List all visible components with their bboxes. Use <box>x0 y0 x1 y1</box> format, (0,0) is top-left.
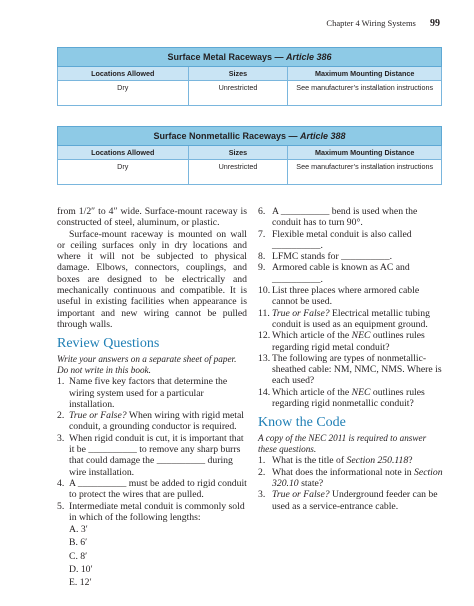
table-title: Surface Nonmetallic Raceways — Article 388 <box>58 127 442 146</box>
review-question-list <box>57 376 247 523</box>
answer-option: D. 10′ <box>69 564 93 576</box>
question-item: 3. When rigid conduit is cut, it is important that it be __________ to remove any sharp burrs that could damage the __________ during wire installation. <box>57 432 244 478</box>
table-cell: Dry <box>58 81 189 106</box>
question-item: 13. The following are types of nonmetallic-sheathed cable: NM, NMC, NMS. Where is each used? <box>258 352 442 387</box>
question-item: 9. Armored cable is known as AC and __________. <box>258 262 410 285</box>
answer-option: E. 12′ <box>69 577 92 589</box>
review-instructions: Write your answers on a separate sheet of paper. Do not write in this book. <box>57 354 237 375</box>
question-item: 3. True or False? Underground feeder can be used as a service-entrance cable. <box>258 489 438 512</box>
surface-metal-raceways-table <box>57 47 442 106</box>
question-item: 2. True or False? When wiring with rigid metal conduit, a grounding conductor is required. <box>57 410 244 433</box>
table-cell: See manufacturer’s installation instructions <box>288 160 442 185</box>
review-questions-heading: Review Questions <box>57 336 160 352</box>
answer-option: A. 3′ <box>69 524 88 536</box>
column-header: Maximum Mounting Distance <box>288 67 442 81</box>
question-item: 4. A __________ must be added to rigid conduit to protect the wires that are pulled. <box>57 477 247 501</box>
surface-nonmetallic-raceways-table <box>57 126 442 185</box>
body-paragraph: from 1/2″ to 4″ wide. Surface-mount raceway is constructed of steel, aluminum, or plastic. <box>57 206 247 229</box>
question-item: 1. Name five key factors that determine the wiring system used for a particular installation. <box>57 376 228 410</box>
question-item: 1. What is the title of Section 250.118? <box>258 455 413 467</box>
left-column <box>57 206 247 591</box>
question-item: 7. Flexible metal conduit is also called __________. <box>258 228 412 251</box>
question-item: 12. Which article of the NEC outlines rules regarding rigid metal conduit? <box>258 330 425 353</box>
chapter-title: Chapter 4 Wiring Systems <box>326 18 416 28</box>
answer-option: C. 8′ <box>69 550 88 562</box>
question-item: 10. List three places where armored cable cannot be used. <box>258 285 420 308</box>
page-number: 99 <box>430 18 440 29</box>
question-item: 14. Which article of the NEC outlines rules regarding rigid nonmetallic conduit? <box>258 386 425 410</box>
table-cell: Dry <box>58 160 189 185</box>
body-paragraph: Surface-mount raceway is mounted on wall or ceiling surfaces only in dry locations and where it will not be subjected to physical damage. Elbows, connectors, couplings, and boxes are designed to be electrically and mechanically continuous and compatible. It is useful in existing facilities when appearance is important and new wiring cannot be pulled through walls. <box>57 228 247 330</box>
know-the-code-heading: Know the Code <box>258 415 346 431</box>
question-item: 8. LFMC stands for __________. <box>258 251 393 263</box>
column-header: Maximum Mounting Distance <box>288 146 442 160</box>
column-header: Sizes <box>188 67 288 81</box>
question-item: 2. What does the informational note in Section 320.10 state? <box>258 466 443 489</box>
page-header <box>326 18 440 29</box>
table-title: Surface Metal Raceways — Article 386 <box>58 48 442 67</box>
answer-option: B. 6′ <box>69 537 88 549</box>
table-cell: Unrestricted <box>188 160 288 185</box>
answer-options <box>57 524 247 588</box>
review-question-list <box>258 206 444 409</box>
table-cell: See manufacturer’s installation instructions <box>288 81 442 106</box>
column-header: Locations Allowed <box>58 67 189 81</box>
column-header: Sizes <box>188 146 288 160</box>
question-item: 11. True or False? Electrical metallic tubing conduit is used as an equipment ground. <box>258 307 430 330</box>
code-question-list <box>258 455 444 511</box>
table-cell: Unrestricted <box>188 81 288 106</box>
right-column <box>258 206 444 512</box>
question-item: 6. A __________ bend is used when the conduit has to turn 90°. <box>258 206 418 229</box>
code-instructions: A copy of the NEC 2011 is required to answer these questions. <box>258 433 427 454</box>
column-header: Locations Allowed <box>58 146 189 160</box>
question-item: 5. Intermediate metal conduit is commonly sold in which of the following lengths: <box>57 500 245 523</box>
